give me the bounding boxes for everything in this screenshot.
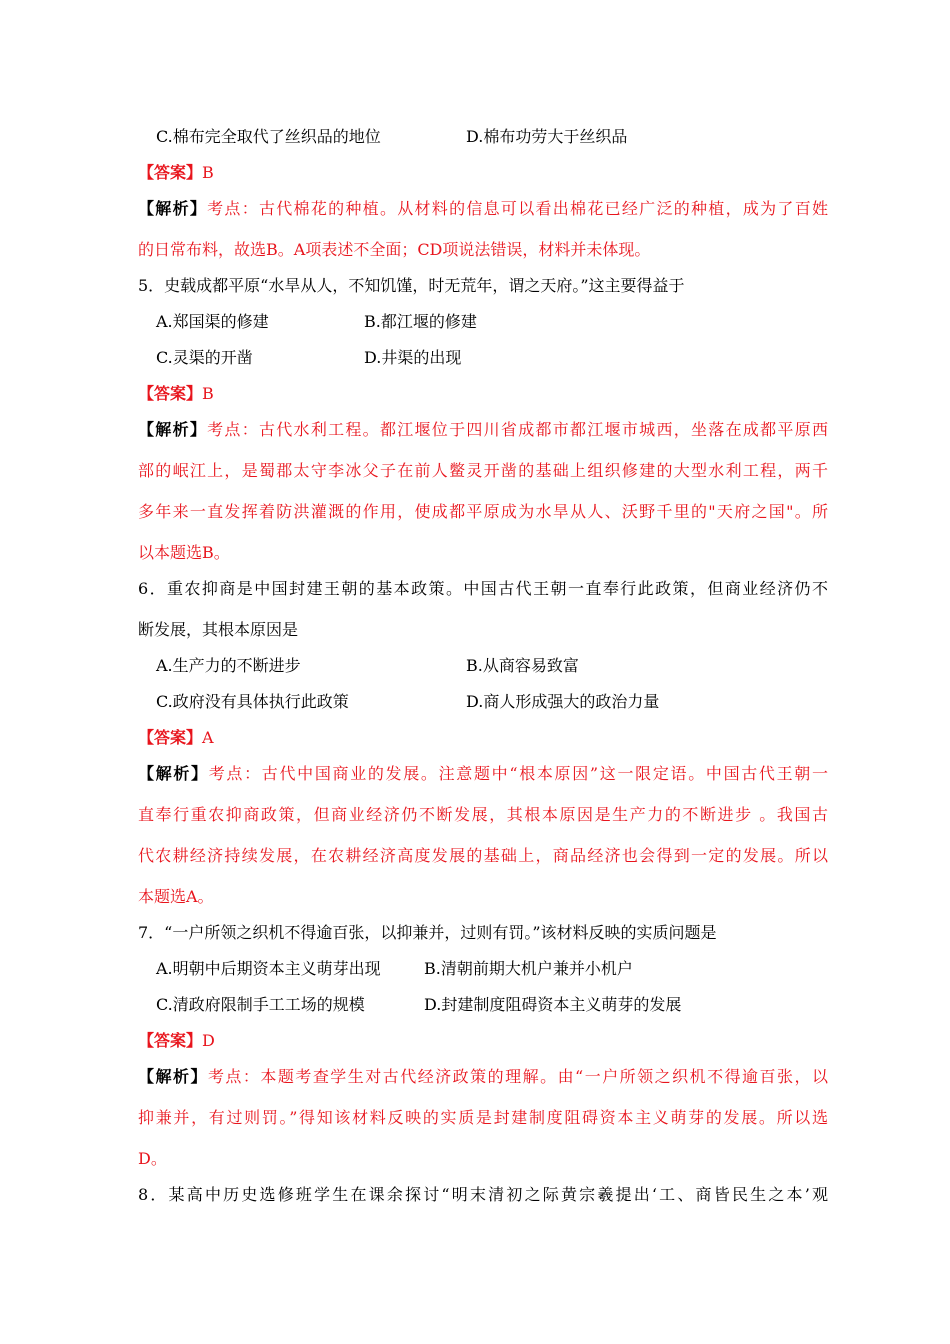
answer-value: A: [202, 728, 214, 747]
q7-option-c: C.清政府限制手工工场的规模: [156, 995, 365, 1014]
q6-option-c: C.政府没有具体执行此政策: [156, 692, 349, 711]
q6-stem-line-1: 6．重农抑商是中国封建王朝的基本政策。中国古代王朝一直奉行此政策，但商业经济仍不: [138, 579, 828, 598]
answer-value: B: [202, 163, 214, 182]
q6-option-b: B.从商容易致富: [466, 656, 579, 675]
q4-analysis-line-1: 【解析】考点：古代棉花的种植。从材料的信息可以看出棉花已经广泛的种植，成为了百姓: [138, 199, 828, 218]
answer-label: 【答案】: [138, 163, 203, 182]
q7-answer: [138, 1031, 828, 1051]
q5-stem: 5．史载成都平原“水旱从人，不知饥馑，时无荒年，谓之天府。”这主要得益于: [138, 276, 685, 295]
q7-analysis-line-3: D。: [138, 1149, 167, 1168]
q7-analysis-line-1: 【解析】考点：本题考查学生对古代经济政策的理解。由“一户所领之织机不得逾百张，以: [138, 1067, 828, 1086]
q6-option-d: D.商人形成强大的政治力量: [466, 692, 660, 711]
q5-option-c: C.灵渠的开凿: [156, 348, 253, 367]
q5-option-d: D.井渠的出现: [364, 348, 462, 367]
answer-label: 【答案】: [138, 384, 203, 403]
q6-stem-line-2: 断发展，其根本原因是: [138, 620, 299, 639]
q6-analysis-line-4: 本题选A。: [138, 887, 214, 906]
q6-option-a: A.生产力的不断进步: [156, 656, 301, 675]
analysis-label: 【解析】: [138, 1067, 208, 1086]
q7-analysis-line-2: 抑兼并，有过则罚。”得知该材料反映的实质是封建制度阻碍资本主义萌芽的发展。所以选: [138, 1108, 828, 1127]
q6-analysis-line-2: 直奉行重农抑商政策，但商业经济仍不断发展，其根本原因是生产力的不断进步 。我国古: [138, 805, 828, 824]
analysis-label: 【解析】: [138, 764, 209, 783]
q5-option-a: A.郑国渠的修建: [156, 312, 269, 331]
q4-analysis-line-2: 的日常布料，故选B。A项表述不全面；CD项说法错误，材料并未体现。: [138, 240, 651, 259]
q5-answer: [138, 384, 828, 404]
q5-analysis-line-1: 【解析】考点：古代水利工程。都江堰位于四川省成都市都江堰市城西，坐落在成都平原西: [138, 420, 828, 439]
q6-analysis-line-3: 代农耕经济持续发展，在农耕经济高度发展的基础上，商品经济也会得到一定的发展。所以: [138, 846, 828, 865]
q6-analysis-line-1: 【解析】考点：古代中国商业的发展。注意题中“根本原因”这一限定语。中国古代王朝一: [138, 764, 828, 783]
answer-label: 【答案】: [138, 1031, 203, 1050]
q8-stem: 8．某高中历史选修班学生在课余探讨“明末清初之际黄宗羲提出‘工、商皆民生之本’观: [138, 1185, 828, 1204]
q5-option-b: B.都江堰的修建: [364, 312, 477, 331]
q4-answer: [138, 163, 828, 183]
q7-stem: 7．“一户所领之织机不得逾百张，以抑兼并，过则有罚。”该材料反映的实质问题是: [138, 923, 717, 942]
q4-option-d: D.棉布功劳大于丝织品: [466, 127, 628, 146]
q4-option-c: C.棉布完全取代了丝织品的地位: [156, 127, 381, 146]
q5-analysis-line-2: 部的岷江上，是蜀郡太守李冰父子在前人鳖灵开凿的基础上组织修建的大型水利工程，两千: [138, 461, 828, 480]
answer-label: 【答案】: [138, 728, 203, 747]
analysis-label: 【解析】: [138, 199, 208, 218]
q5-analysis-line-4: 以本题选B。: [138, 543, 230, 562]
answer-value: D: [202, 1031, 215, 1050]
q7-option-b: B.清朝前期大机户兼并小机户: [424, 959, 633, 978]
answer-value: B: [202, 384, 214, 403]
q7-option-a: A.明朝中后期资本主义萌芽出现: [156, 959, 381, 978]
analysis-label: 【解析】: [138, 420, 208, 439]
q6-answer: [138, 728, 828, 748]
q5-analysis-line-3: 多年来一直发挥着防洪灌溉的作用，使成都平原成为水旱从人、沃野千里的"天府之国"。所: [138, 502, 828, 521]
q7-option-d: D.封建制度阻碍资本主义萌芽的发展: [424, 995, 682, 1014]
